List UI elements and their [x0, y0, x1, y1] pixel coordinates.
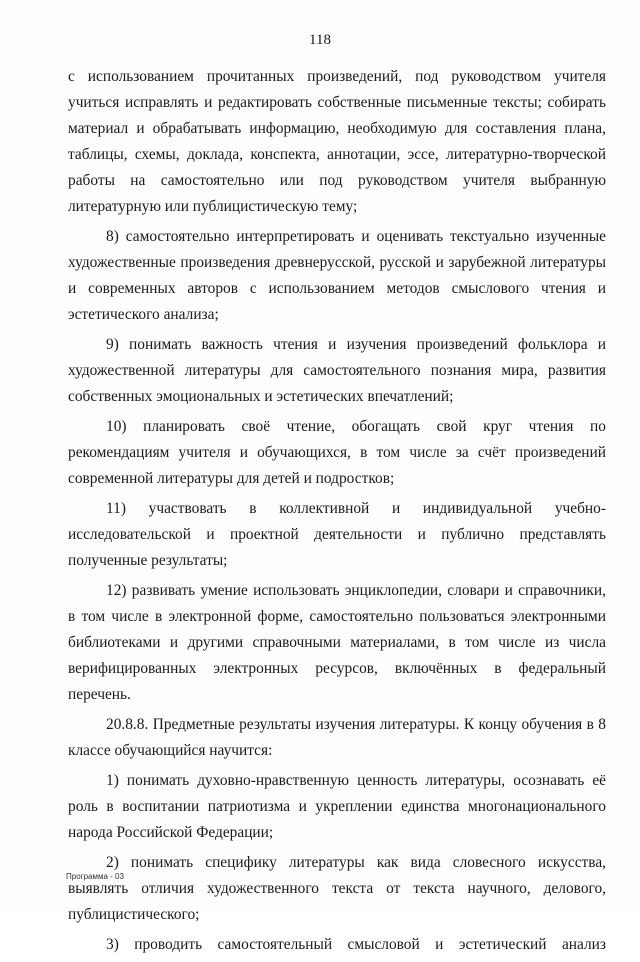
page-number: 118: [309, 32, 331, 48]
list-item-10: 10) планировать своё чтение, обогащать свой круг чтения по рекомендациям учителя и обучающихся, в том числе за счёт произведений современной литературы для детей и подростков;: [68, 418, 606, 487]
list-item-8: 8) самостоятельно интерпретировать и оценивать текстуально изученные художественные произведения древнерусской, русской и зарубежной литературы и современных авторов с использованием методов смыслового чтения и эстетического анализа;: [68, 228, 606, 323]
list-item-9: 9) понимать важность чтения и изучения произведений фольклора и художественной литературы для самостоятельного познания мира, развития собственных эмоциональных и эстетических впечатлений;: [68, 336, 606, 405]
section-heading-20-8-8: 20.8.8. Предметные результаты изучения литературы. К концу обучения в 8 классе обучающийся научится:: [68, 716, 606, 759]
paragraph-continuation: с использованием прочитанных произведений, под руководством учителя учиться исправлять и редактировать собственные письменные тексты; собирать материал и обрабатывать информацию, необходимую для составления плана, таблицы, схемы, доклада, конспекта, аннотации, эссе, литературно-творческой работы на самостоятельно или под руководством учителя выбранную литературную или публицистическую тему;: [68, 68, 606, 215]
list-item-3: 3) проводить самостоятельный смысловой и эстетический анализ: [106, 936, 606, 953]
footer-label: Программа - 03: [66, 872, 124, 881]
list-item-2: 2) понимать специфику литературы как вида словесного искусства, выявлять отличия художественного текста от текста научного, делового, публицистического;: [68, 854, 606, 923]
list-item-12: 12) развивать умение использовать энциклопедии, словари и справочники, в том числе в электронной форме, самостоятельно пользоваться электронными библиотеками и другими справочными материалами, в том числе из числа верифицированных электронных ресурсов, включённых в федеральный перечень.: [68, 582, 606, 703]
list-item-11: 11) участвовать в коллективной и индивидуальной учебно-исследовательской и проектной деятельности и публично представлять полученные результаты;: [68, 500, 606, 569]
list-item-1: 1) понимать духовно-нравственную ценность литературы, осознавать её роль в воспитании патриотизма и укреплении единства многонационального народа Российской Федерации;: [68, 772, 606, 841]
body-text: [68, 64, 606, 962]
